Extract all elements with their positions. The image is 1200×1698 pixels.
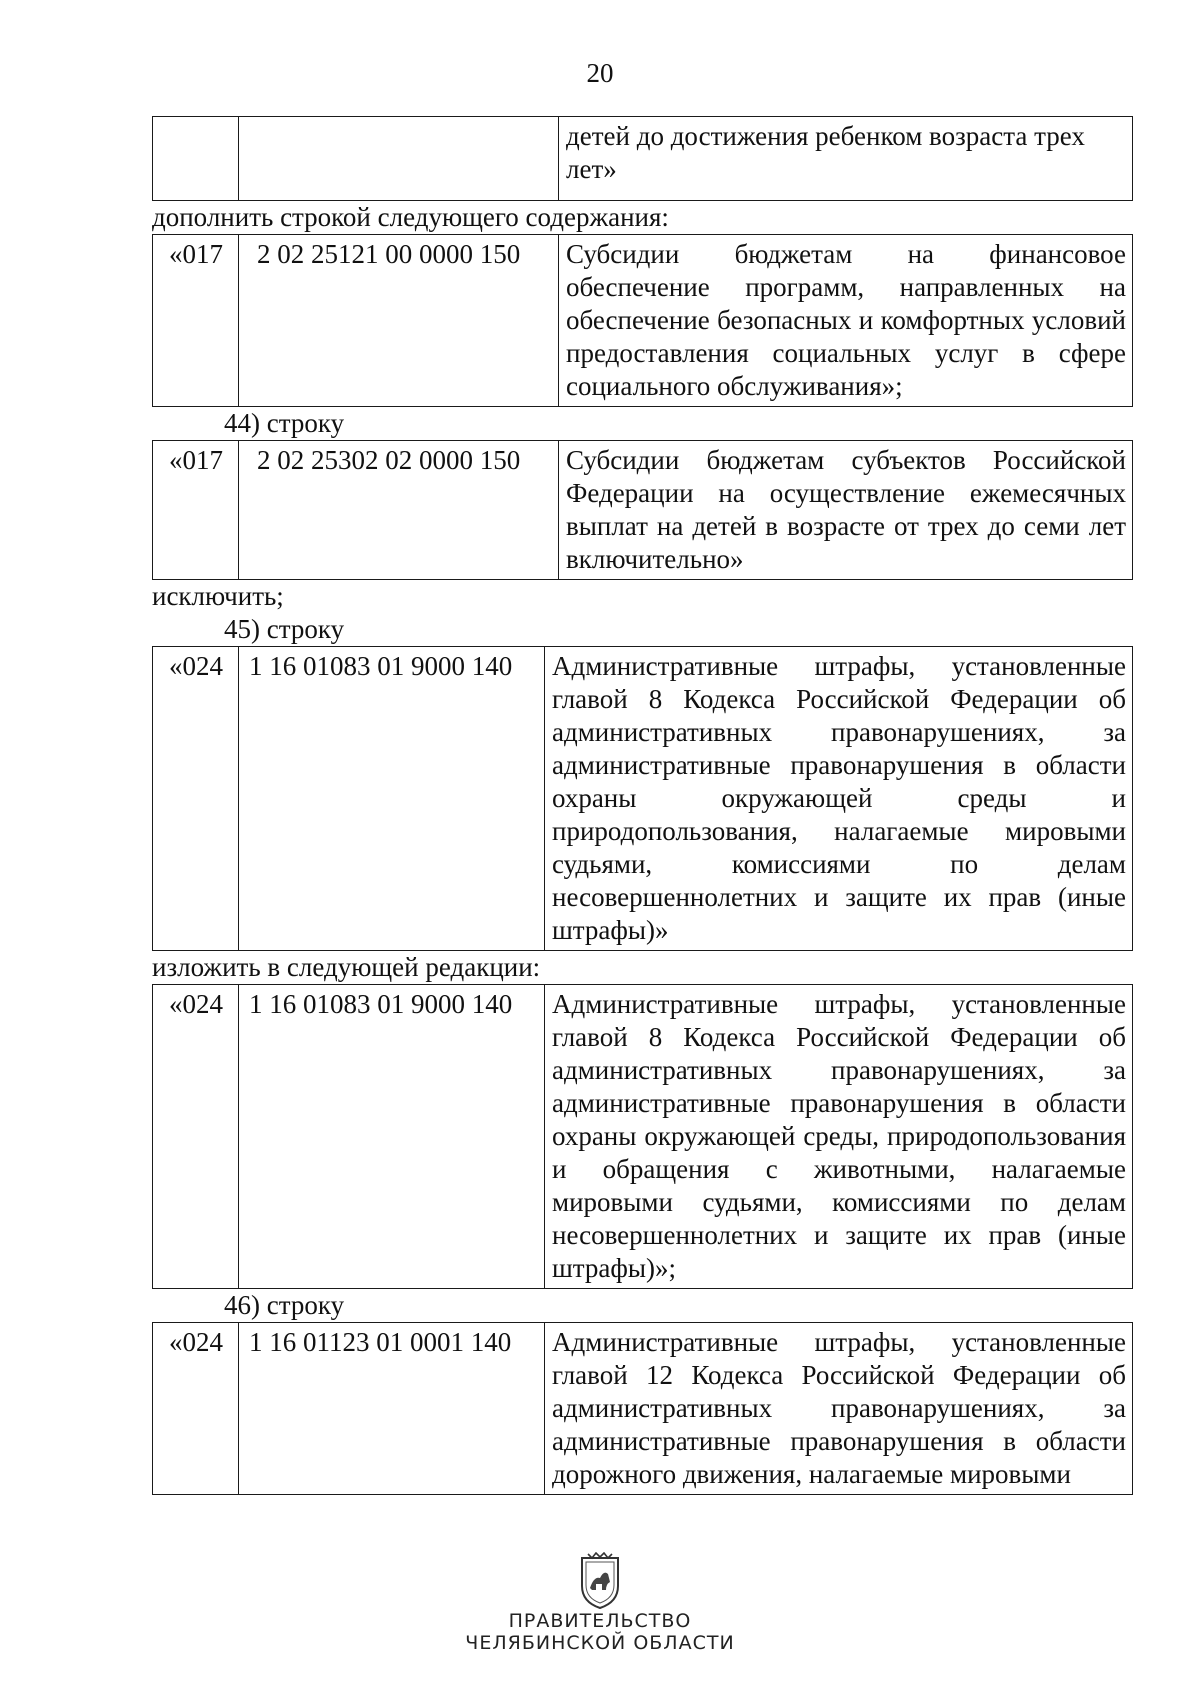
paragraph-item-45: 45) строку <box>224 614 345 644</box>
table-row-45-old <box>152 646 1133 951</box>
document-body <box>152 116 1132 1495</box>
kbk-code-cell: 1 16 01083 01 9000 140 <box>239 647 545 951</box>
kbk-code-cell: 2 02 25121 00 0000 150 <box>239 235 559 407</box>
table-row-46 <box>152 1322 1133 1495</box>
kbk-code-cell: 1 16 01083 01 9000 140 <box>239 985 545 1289</box>
description-cell: Административные штрафы, установленные главой 8 Кодекса Российской Федерации об административных правонарушениях, за административные правонарушения в области охраны окружающей среды и природопользования, налагаемые мировыми судьями, комиссиями по делам несовершеннолетних и защите их прав (иные штрафы)» <box>545 647 1133 951</box>
description-cell: Административные штрафы, установленные главой 12 Кодекса Российской Федерации об административных правонарушениях, за административные правонарушения в области дорожного движения, налагаемые мировыми <box>545 1323 1133 1495</box>
description-cell: Субсидии бюджетам на финансовое обеспечение программ, направленных на обеспечение безопасных и комфортных условий предоставления социальных услуг в сфере социального обслуживания»; <box>559 235 1133 407</box>
description-cell: Субсидии бюджетам субъектов Российской Федерации на осуществление ежемесячных выплат на детей в возрасте от трех до семи лет включительно» <box>559 441 1133 580</box>
table-row-add <box>152 234 1133 407</box>
code-cell-1 <box>153 117 239 201</box>
table-row-continuation <box>152 116 1133 201</box>
admin-code-cell: «017 <box>153 235 239 407</box>
kbk-code-cell: 1 16 01123 01 0001 140 <box>239 1323 545 1495</box>
admin-code-cell: «024 <box>153 1323 239 1495</box>
admin-code-cell: «017 <box>153 441 239 580</box>
table-row-44 <box>152 440 1133 580</box>
paragraph-instruction: дополнить строкой следующего содержания: <box>152 202 669 232</box>
description-cell: Административные штрафы, установленные главой 8 Кодекса Российской Федерации об административных правонарушениях, за административные правонарушения в области охраны окружающей среды, природопользования и обращения с животными, налагаемые мировыми судьями, комиссиями по делам несовершеннолетних и защите их прав (иные штрафы)»; <box>545 985 1133 1289</box>
footer-line-1: ПРАВИТЕЛЬСТВО <box>508 1610 692 1632</box>
paragraph-new-edition: изложить в следующей редакции: <box>152 952 541 982</box>
paragraph-item-46: 46) строку <box>224 1290 345 1320</box>
paragraph-item-44: 44) строку <box>224 408 345 438</box>
footer-line-2: ЧЕЛЯБИНСКОЙ ОБЛАСТИ <box>465 1632 735 1654</box>
admin-code-cell: «024 <box>153 647 239 951</box>
admin-code-cell: «024 <box>153 985 239 1289</box>
footer-stamp <box>0 1552 1200 1654</box>
paragraph-exclude: исключить; <box>152 581 284 611</box>
table-row-45-new <box>152 984 1133 1289</box>
kbk-code-cell: 2 02 25302 02 0000 150 <box>239 441 559 580</box>
page-number: 20 <box>586 58 614 88</box>
coat-of-arms-icon <box>576 1552 624 1610</box>
description-cell: детей до достижения ребенком возраста трех лет» <box>559 117 1133 201</box>
code-cell-2 <box>239 117 559 201</box>
